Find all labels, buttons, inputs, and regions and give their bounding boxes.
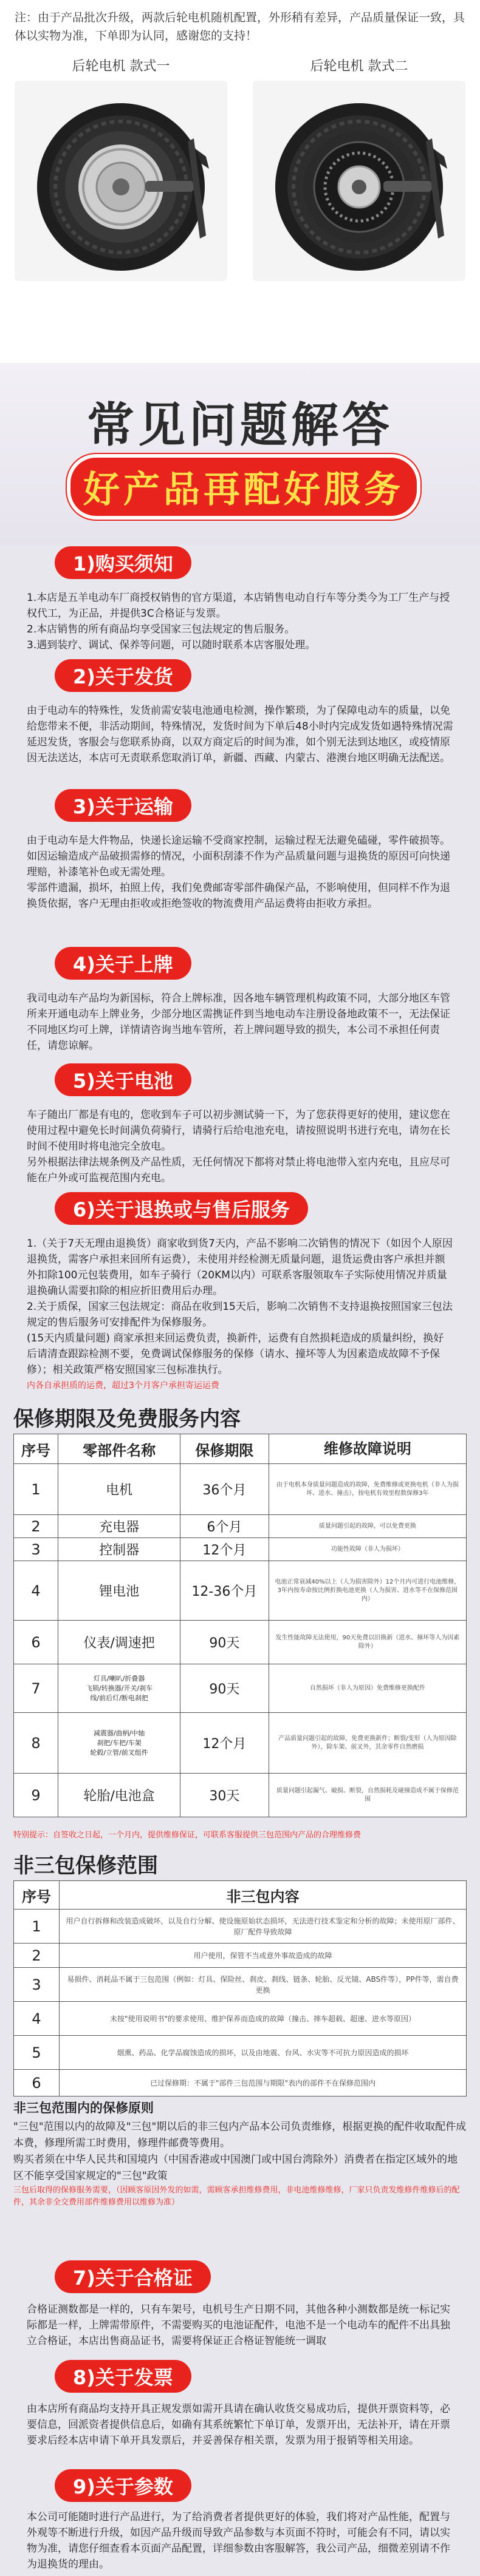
warranty-no: 4 xyxy=(14,1561,58,1621)
faq-hero xyxy=(0,363,480,545)
warranty-period: 36个月 xyxy=(180,1464,269,1515)
variant-note: 注：由于产品批次升级，两款后轮电机随机配置，外形稍有差异，产品质量保证一致，具体以实物为准，下单即为认同，感谢您的支持！ xyxy=(15,11,465,42)
table-row xyxy=(14,1561,467,1621)
returns-line-3: (15天内质量问题) 商家承担来回运费负责，换新件，运费有自然损耗造成的质量纠纷，换好后请清查跟踪检测不要，免费调试保修服务的保修（请水、撞坏等人为因素造成故障不予保修）；相关政策严格安照国家三包标准执行。 xyxy=(27,1332,444,1376)
table-row xyxy=(14,1464,467,1515)
section-battery-title: 5)关于电池 xyxy=(55,1063,191,1096)
purchase-line-1: 1.本店是五羊电动车厂商授权销售的官方渠道，本店销售电动自行车等分类今为工厂生产与授权代工，为正品，并提供3C合格证与发票。 xyxy=(27,592,450,620)
section-shipping-body xyxy=(27,703,453,766)
non-three-header-row xyxy=(14,1881,467,1910)
section-returns-title: 6)关于退换或与售后服务 xyxy=(55,1192,308,1225)
table-row xyxy=(14,1621,467,1664)
table-row xyxy=(14,1944,467,1968)
non-three-title: 非三包保修范围 xyxy=(13,1854,158,1878)
warranty-table xyxy=(13,1434,467,1817)
non-three-no: 6 xyxy=(14,2070,60,2096)
warranty-part: 电机 xyxy=(58,1464,180,1515)
principles-title: 非三包范围内的保修原则 xyxy=(13,2101,154,2115)
warranty-note: 特别提示：自签收之日起，一个月内，提供维修保证，可联系客服提供三包范围内产品的合理维修费 xyxy=(13,1831,362,1840)
variant-1 xyxy=(15,56,227,281)
table-row xyxy=(14,1515,467,1538)
battery-line-1: 车子随出厂都是有电的，您收到车子可以初步测试骑一下，为了您获得更好的使用，建议您在使用过程中避免长时间满负荷骑行，请骑行后给电池充电，请按照说明书进行充电，请勿在长时间不使用时将电池完全放电。 xyxy=(27,1109,450,1153)
warranty-no: 1 xyxy=(14,1464,58,1515)
transport-line-2: 如因运输造成产品破损需修的情况，小面积刮漆不作为产品质量问题与退换货的原因可向快递理赔，补漆笔补色或无需处理。 xyxy=(27,850,450,878)
principles-text: "三包"范围以内的故障及"三包"期以后的非三包内产品本公司负责维修，根据更换的配件收取配件成本费，修理所需工时费用，修理件邮费等费用。 xyxy=(13,2121,467,2149)
warranty-no: 8 xyxy=(14,1713,58,1774)
section-purchase-title: 1)购买须知 xyxy=(55,546,191,579)
warranty-period: 30天 xyxy=(180,1774,269,1817)
principles-text-2: 购买者须在中华人民共和国境内（中国香港或中国澳门或中国台湾除外）消费者在指定区域外的地区不能享受国家规定的"三包"政策 xyxy=(13,2154,458,2182)
warranty-header-no: 序号 xyxy=(14,1434,58,1464)
non-three-no: 4 xyxy=(14,2002,60,2036)
warranty-header-row xyxy=(14,1434,467,1464)
variant-2-label: 后轮电机 款式二 xyxy=(310,59,408,74)
table-row xyxy=(14,1538,467,1561)
warranty-no: 2 xyxy=(14,1515,58,1538)
warranty-part: 仪表/调速把 xyxy=(58,1621,180,1664)
warranty-period: 12个月 xyxy=(180,1538,269,1561)
table-row xyxy=(14,1774,467,1817)
warranty-part: 减震器/曲柄/中轴 刹把/车把/车架 轮毂/立管/前叉组件 xyxy=(58,1713,180,1774)
section-certificate-title: 7)关于合格证 xyxy=(55,2260,211,2293)
faq-title: 常见问题解答 xyxy=(86,398,393,453)
certificate-line-1: 合格证测数都是一样的，只有车架号，电机号生产日期不同，其他各种小测数都是统一标记实际都是一样，上牌需带原件，不需要购买的电池证配件，电池不是一个电动车的配件不出具独立合格证，本店出售商品证书，需要将保证正合格证智能统一调取 xyxy=(27,2303,450,2347)
warranty-desc: 质量问题引起漏气、破损、断裂，自然损耗及碰撞造成不属于保修范围 xyxy=(269,1774,466,1817)
variant-row xyxy=(15,56,465,281)
warranty-period: 12个月 xyxy=(180,1713,269,1774)
non-three-desc: 用户自行拆修和改装造成破坏，以及自行分解、使设施原始状态损坏，无法进行技术鉴定和分析的故障；未使用原厂部件、原厂配件导致故障 xyxy=(60,1910,467,1944)
warranty-desc: 电池正常衰减40%以上（人为损害除外）12个月内可进行电池维修，3年内按寿命按比例折换电池更换（人为损害、进水等不在保修范围内） xyxy=(269,1561,466,1621)
non-three-desc: 未按"使用说明书"的要求使用、维护保养而造成的故障（撞击、摔车超载、超速、进水等原因） xyxy=(60,2002,467,2036)
shipping-line-1: 由于电动车的特殊性，发货前需安装电池通电检测，操作繁琐，为了保障电动车的质量，以免给您带来不便，非活动期间，特殊情况，发货时间为下单后48小时内完成发货如遇特殊情况需延迟发货，客服会与您联系协商，以双方商定后的时间为准，如个别无法到达地区，或疫情原因无法送达，本店可无责联系您取消订单，新疆、西藏、内蒙古、港澳台地区明确无法配送。 xyxy=(27,705,453,764)
section-license-title: 4)关于上牌 xyxy=(55,947,191,980)
non-three-desc: 易损件、消耗品不属于三包范围（例如：灯具、保险丝、刹皮、刹线、链条、轮胎、反光镜、ABS件等），PP件等，需自费更换 xyxy=(60,1968,467,2002)
warranty-part: 充电器 xyxy=(58,1515,180,1538)
warranty-desc: 自然损坏（非人为原因）免费维修更换配件 xyxy=(269,1664,466,1713)
warranty-period: 6个月 xyxy=(180,1515,269,1538)
warranty-desc: 功能性故障（非人为损坏） xyxy=(269,1538,466,1561)
non-three-desc: 用户使用，保管不当或意外事故造成的故障 xyxy=(60,1944,467,1968)
top-section xyxy=(0,0,480,363)
service-banner-text: 好产品再配好服务 xyxy=(83,469,404,511)
table-row xyxy=(14,2070,467,2096)
warranty-header-desc: 维修故障说明 xyxy=(269,1434,466,1464)
warranty-no: 7 xyxy=(14,1664,58,1713)
warranty-no: 9 xyxy=(14,1774,58,1817)
variant-2 xyxy=(253,56,465,281)
transport-line-1: 由于电动车是大件物品，快递长途运输不受商家控制，运输过程无法避免磕碰，零件破损等。 xyxy=(27,835,450,847)
service-banner xyxy=(67,454,420,520)
warranty-no: 6 xyxy=(14,1621,58,1664)
section-certificate-body xyxy=(27,2302,453,2349)
section-transport-title: 3)关于运输 xyxy=(55,789,191,822)
invoice-line-1: 由本店所有商品均支持开具正规发票如需开具请在确认收货交易成功后，提供开票资料等，必要信息，回派资者提供信息后，如确有其系统繁忙下单订单，发票开出，无法补开，请在开票要求后经本店申请下单开具发票后，并妥善保存相关票，发票为用于报销等相关用途。 xyxy=(27,2403,450,2447)
non-three-no: 3 xyxy=(14,1968,60,2002)
table-row xyxy=(14,1910,467,1944)
non-three-desc: 烟熏、药品、化学品腐蚀造成的损坏，以及由地震、台风、水灾等不可抗力原因造成的损坏 xyxy=(60,2036,467,2070)
wheel-image-2 xyxy=(253,81,465,281)
non-three-no: 5 xyxy=(14,2036,60,2070)
warranty-header-period: 保修期限 xyxy=(180,1434,269,1464)
warranty-part: 轮胎/电池盒 xyxy=(58,1774,180,1817)
section-invoice-body xyxy=(27,2401,453,2449)
non-three-no: 2 xyxy=(14,1944,60,1968)
section-battery-body xyxy=(27,1107,453,1186)
returns-red-note: 内各自承担质的运费，超过3个月客户承担寄运运费 xyxy=(27,1381,219,1391)
section-transport-body xyxy=(27,833,453,912)
warranty-header-part: 零部件名称 xyxy=(58,1434,180,1464)
table-row xyxy=(14,2002,467,2036)
section-params-title: 9)关于参数 xyxy=(55,2469,191,2502)
returns-line-1: 1.（关于7天无理由退换货）商家收到货7天内，产品不影响二次销售的情况下（如因个人原因退换货，需客户承担来回所有运费），未使用并经检测无质量问题，退货运费由客户承担并额外扣除100元包装费用，如车子骑行（20KM以内）可联系客服领取车子实际使用情况并质量退换确认需要扣除的相应折旧费用后办理。 xyxy=(27,1238,453,1297)
wheel-image-1 xyxy=(15,81,227,281)
principles-red-note: 三包后取得的保修服务需要，（因顾客原因外发的如需，需顾客承担维修费用，非电池维修维修，厂家只负责发维修件维修后的配件，其余非全交费用部件维修费用以维修为准） xyxy=(13,2186,460,2207)
warranty-desc: 产品质量问题引起的故障，免费更换新件；断裂/变形（人为原因除外），除车架、前叉外，其余零件自然磨损 xyxy=(269,1713,466,1774)
non-three-table xyxy=(13,1880,467,2096)
non-three-header-no: 序号 xyxy=(14,1881,60,1910)
warranty-no: 3 xyxy=(14,1538,58,1561)
rear-wheel-icon xyxy=(262,84,456,278)
section-shipping-title: 2)关于发货 xyxy=(55,659,191,692)
transport-line-3: 零部件遗漏，损坏，拍照上传，我们免费邮寄零部件确保产品，不影响使用，但同样不作为退换货依据，客户无理由拒收或拒绝签收的物流费用产品运费将由拒收方承担。 xyxy=(27,882,450,910)
warranty-period: 90天 xyxy=(180,1621,269,1664)
variant-1-label: 后轮电机 款式一 xyxy=(72,59,170,74)
license-line-1: 我司电动车产品均为新国标，符合上牌标准，因各地车辆管理机构政策不同，大部分地区车管所来开通电动车上牌业务，少部分地区需携证件到当地电动车注册设备地政策不一，无法保证不同地区均可上牌，详情请咨询当地车管所，若上牌问题导致的损失，本公司不承担任何责任，请您谅解。 xyxy=(27,992,450,1052)
non-three-header-desc: 非三包内容 xyxy=(60,1881,467,1910)
section-returns-body xyxy=(27,1236,453,1394)
returns-line-2: 2.关于质保，国家三包法规定：商品在收到15天后，影响二次销售不支持退换按照国家三包法规定的售后服务可安排配件为保修服务。 xyxy=(27,1301,453,1329)
warranty-title: 保修期限及免费服务内容 xyxy=(13,1407,241,1431)
purchase-line-2: 2.本店销售的所有商品均享受国家三包法规定的售后服务。 xyxy=(27,623,295,636)
battery-line-2: 另外根据法律法规条例及产品性质，无任何情况下都将对禁止将电池带入室内充电，且应尽可能在户外或可监视范围内充电。 xyxy=(27,1156,450,1184)
params-line-1: 本公司可能随时进行产品进行，为了给消费者者提供更好的体验，我们将对产品性能，配置与外观等不断进行升级，如因产品升级而导致产品参数与本页面不符时，可能会有不同，请以实物为准，请您仔细查看本页面产品配置，详细参数由客服解答，我公司产品，细微差别请不作为退换货的理由。 xyxy=(27,2511,450,2571)
purchase-line-3: 3.遇到装疗、调试、保养等问题，可以随时联系本店客服处理。 xyxy=(27,639,316,651)
table-row xyxy=(14,1713,467,1774)
table-row xyxy=(14,2036,467,2070)
rear-wheel-icon xyxy=(24,84,218,278)
section-license-body xyxy=(27,991,453,1054)
warranty-desc: 质量问题引起的故障，可以免费更换 xyxy=(269,1515,466,1538)
table-row xyxy=(14,1664,467,1713)
warranty-part: 灯具/喇叭/折叠器 飞锁/转换器/开关/刹车 线/前后灯/断电刹把 xyxy=(58,1664,180,1713)
warranty-part: 控制器 xyxy=(58,1538,180,1561)
warranty-period: 12-36个月 xyxy=(180,1561,269,1621)
table-row xyxy=(14,1968,467,2002)
section-purchase-body xyxy=(27,590,453,653)
section-invoice-title: 8)关于发票 xyxy=(55,2360,191,2393)
warranty-period: 90天 xyxy=(180,1664,269,1713)
non-three-no: 1 xyxy=(14,1910,60,1944)
warranty-part: 锂电池 xyxy=(58,1561,180,1621)
section-params-body xyxy=(27,2509,453,2572)
non-three-desc: 已过保修期：不属于"部件三包范围与期限"表内的部件不在保修范围内 xyxy=(60,2070,467,2096)
principles-section xyxy=(13,2100,467,2209)
warranty-desc: 发生性能故障无法使用，90天免费以旧换新（进水、撞坏等人为因素除外） xyxy=(269,1621,466,1664)
warranty-desc: 由于电机本身质量问题造成的故障，免费维修或更换电机（非人为损坏、进水、撞击），按电机有效里程数保修3年 xyxy=(269,1464,466,1515)
